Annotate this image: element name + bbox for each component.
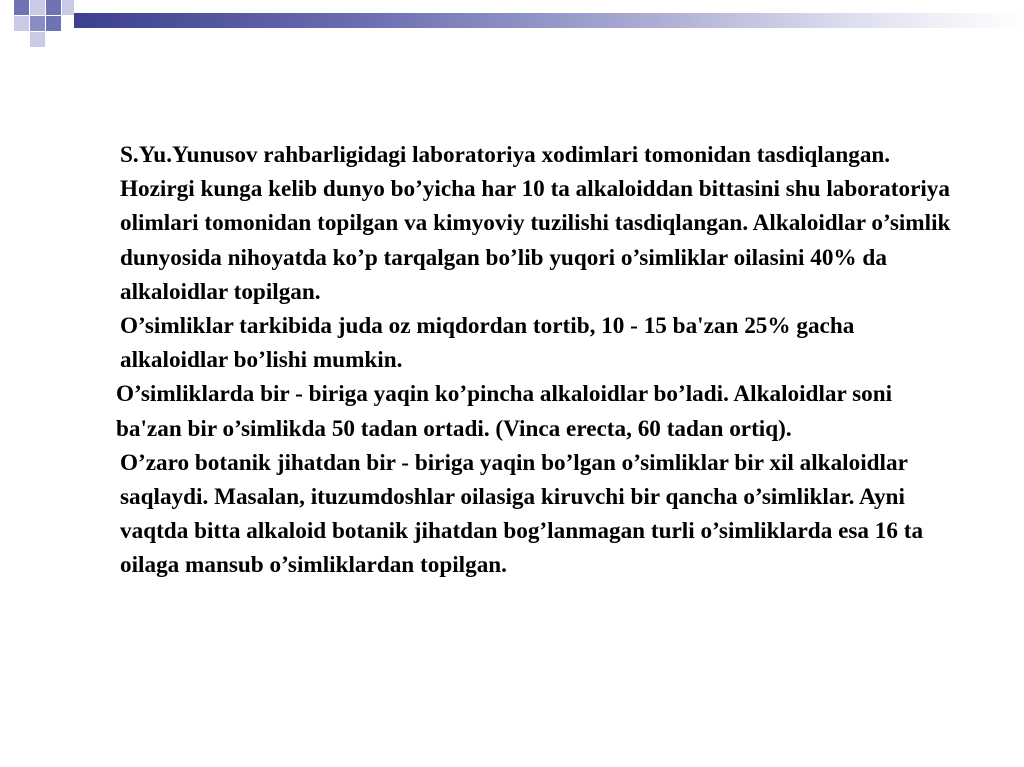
- decor-square-2: [30, 0, 45, 15]
- paragraph-4: O’zaro botanik jihatdan bir - biriga yaqin bo’lgan o’simliklar bir xil alkaloidlar saqlaydi. Masalan, ituzumdoshlar oilasiga kiruvchi bir qancha o’simliklar. Ayni vaqtda bitta alkaloid botanik jihatdan bog’lanmagan turli o’simliklarda esa 16 ta oilaga mansub o’simliklardan topilgan.: [120, 449, 924, 579]
- decor-square-3: [46, 0, 61, 15]
- header-gradient-bar: [74, 13, 1024, 28]
- paragraph-2: O’simliklar tarkibida juda oz miqdordan tortib, 10 - 15 ba'zan 25% gacha alkaloidlar bo’lishi mumkin.: [120, 313, 855, 374]
- decor-square-8: [30, 16, 45, 31]
- paragraph-1: S.Yu.Yunusov rahbarligidagi laboratoriya xodimlari tomonidan tasdiqlangan. Hozirgi kunga kelib dunyo bo’yicha har 10 ta alkaloiddan bittasini shu laboratoriya olimlari tomonidan topilgan va kimyoviy tuzilishi tasdiqlangan. Alkaloidlar o’simlik dunyosida nihoyatda ko’p tarqalgan bo’lib yuqori o’simliklar oilasini 40% da alkaloidlar topilgan.: [120, 142, 951, 305]
- decor-square-7: [30, 32, 45, 47]
- decor-square-5: [14, 16, 29, 31]
- decor-square-1: [14, 0, 29, 15]
- paragraph-3: O’simliklarda bir - biriga yaqin ko’pincha alkaloidlar bo’ladi. Alkaloidlar soni ba'zan bir o’simlikda 50 tadan ortadi. (Vinca erecta, 60 tadan ortiq).: [116, 381, 893, 442]
- slide-body: [80, 138, 960, 583]
- decor-square-4: [62, 0, 74, 15]
- decor-square-6: [46, 16, 61, 31]
